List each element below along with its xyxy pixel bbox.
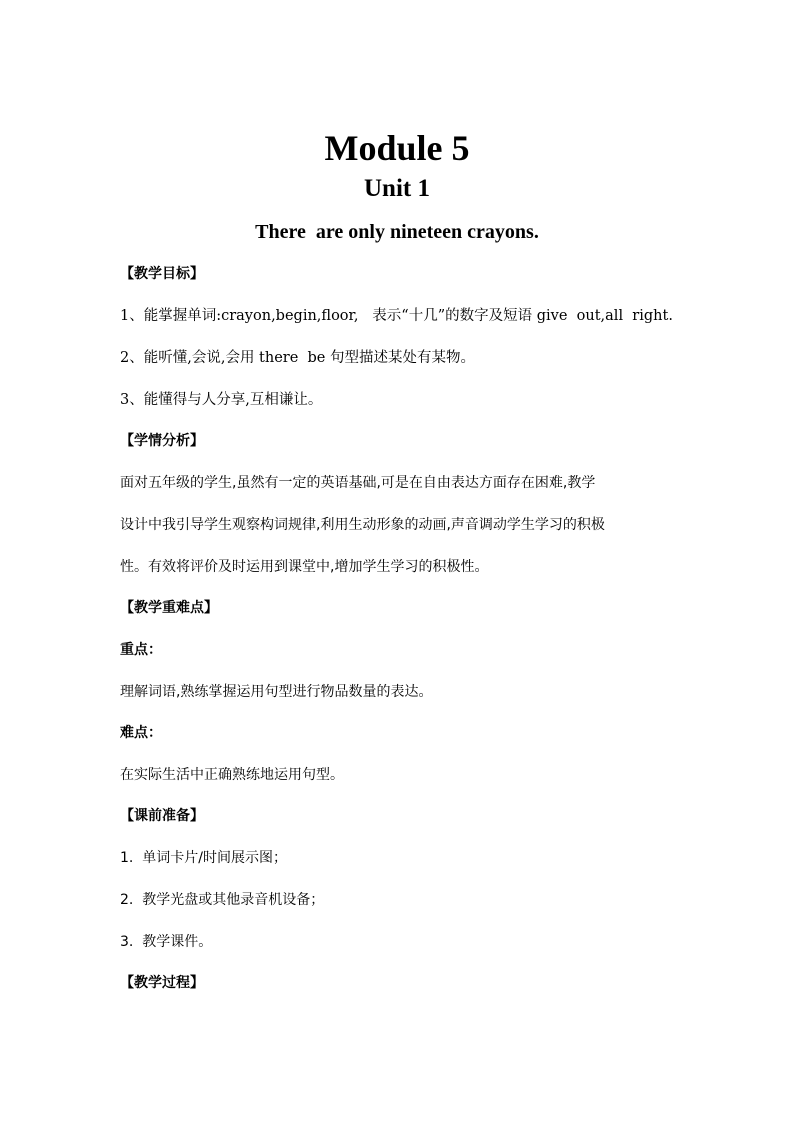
focus-label: 重点： — [120, 642, 162, 658]
heading-analysis: 【学情分析】 — [120, 433, 204, 449]
objective-item: 3、能懂得与人分享,互相谦让。 — [120, 392, 323, 408]
document-title: Module 5 — [324, 128, 470, 168]
preparation-item: 3. 教学课件。 — [120, 934, 213, 950]
objective-item: 2、能听懂,会说,会用 there be 句型描述某处有某物。 — [120, 350, 476, 366]
focus-text: 理解词语,熟练掌握运用句型进行物品数量的表达。 — [120, 684, 433, 700]
analysis-line: 设计中我引导学生观察构词规律,利用生动形象的动画,声音调动学生学习的积极 — [120, 517, 605, 533]
heading-objectives: 【教学目标】 — [120, 266, 204, 282]
preparation-item: 1. 单词卡片/时间展示图； — [120, 850, 287, 866]
objective-item: 1、能掌握单词:crayon,begin,floor, 表示“十几”的数字及短语 give out,all right. — [120, 308, 673, 324]
heading-key-points: 【教学重难点】 — [120, 600, 218, 616]
lesson-subtitle: There are only nineteen crayons. — [255, 221, 539, 243]
preparation-item: 2. 教学光盘或其他录音机设备； — [120, 892, 325, 908]
heading-process: 【教学过程】 — [120, 975, 204, 991]
analysis-line: 性。有效将评价及时运用到课堂中,增加学生学习的积极性。 — [120, 559, 489, 575]
analysis-line: 面对五年级的学生,虽然有一定的英语基础,可是在自由表达方面存在困难,教学 — [120, 475, 596, 491]
unit-title: Unit 1 — [364, 175, 430, 202]
heading-preparation: 【课前准备】 — [120, 808, 204, 824]
difficulty-label: 难点： — [120, 725, 162, 741]
difficulty-text: 在实际生活中正确熟练地运用句型。 — [120, 767, 344, 783]
